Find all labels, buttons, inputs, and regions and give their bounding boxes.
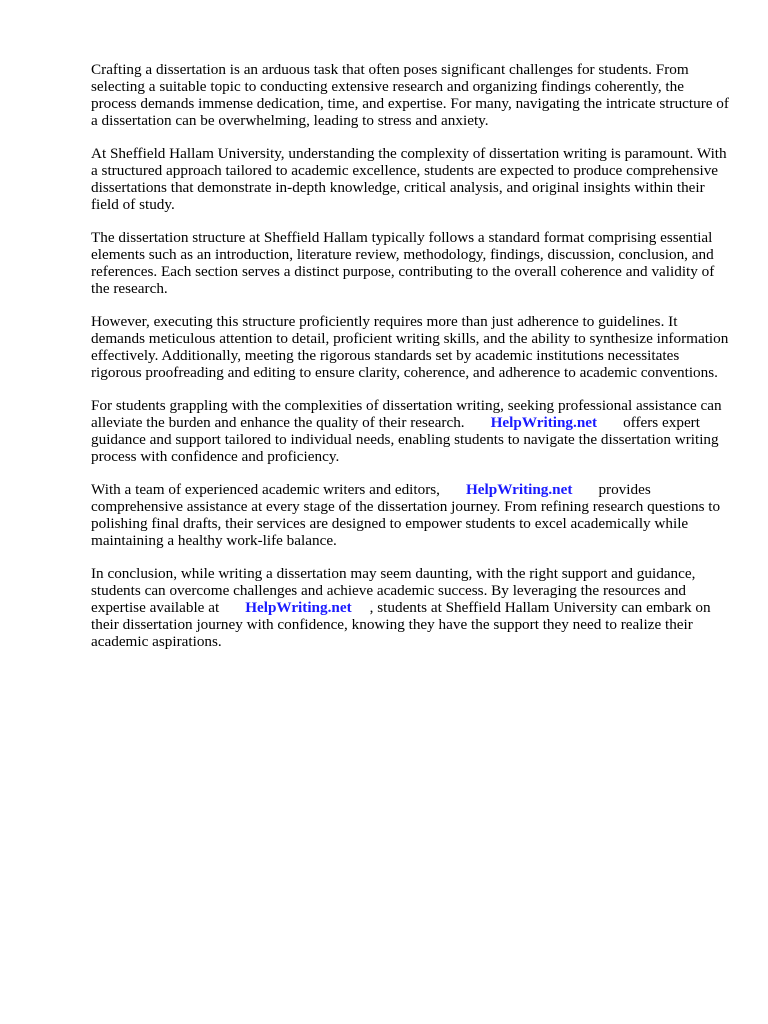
paragraph-intro [91,61,731,129]
paragraph-assistance [91,397,731,465]
paragraph-text: Crafting a dissertation is an arduous task that often poses significant challenges for students. From selecting a suitable topic to conducting extensive research and organizing findings coherently, the process demands immense dedication, time, and expertise. For many, navigating the intricate structure of a dissertation can be overwhelming, leading to stress and anxiety. [91,61,729,129]
helpwriting-link[interactable]: HelpWriting.net [465,481,573,498]
paragraph-team [91,481,731,549]
helpwriting-link[interactable]: HelpWriting.net [245,599,352,616]
paragraph-text: However, executing this structure proficiently requires more than just adherence to guidelines. It demands meticulous attention to detail, proficient writing skills, and the ability to synthesize information effectively. Additionally, meeting the rigorous standards set by academic institutions necessitates rigorous proofreading and editing to ensure clarity, coherence, and adherence to academic conventions. [91,313,729,381]
paragraph-text-before: For students grappling with the complexities of dissertation writing, seeking professional assistance can alleviate the burden and enhance the quality of their research. [91,397,722,431]
paragraph-execution [91,313,731,381]
paragraph-text-before: With a team of experienced academic writers and editors, [91,481,440,498]
paragraph-text: At Sheffield Hallam University, understanding the complexity of dissertation writing is paramount. With a structured approach tailored to academic excellence, students are expected to produce comprehensive dissertations that demonstrate in-depth knowledge, critical analysis, and original insights within their field of study. [91,145,727,213]
paragraph-text-before: In conclusion, while writing a dissertation may seem daunting, with the right support and guidance, students can overcome challenges and achieve academic success. By leveraging the resources and expertise available at [91,565,696,616]
paragraph-sheffield [91,145,731,213]
paragraph-text: The dissertation structure at Sheffield Hallam typically follows a standard format comprising essential elements such as an introduction, literature review, methodology, findings, discussion, conclusion, and references. Each section serves a distinct purpose, contributing to the overall coherence and validity of the research. [91,229,715,297]
paragraph-text-after: offers expert guidance and support tailored to individual needs, enabling students to navigate the dissertation writing process with confidence and proficiency. [91,414,719,465]
paragraph-text-after: , students at Sheffield Hallam University can embark on their dissertation journey with confidence, knowing they have the support they need to realize their academic aspirations. [91,599,711,650]
paragraph-structure [91,229,731,297]
helpwriting-link[interactable]: HelpWriting.net [490,414,598,431]
paragraph-text-after: provides comprehensive assistance at every stage of the dissertation journey. From refining research questions to polishing final drafts, their services are designed to empower students to excel academically while maintaining a healthy work-life balance. [91,481,721,549]
document-body [91,61,731,666]
paragraph-conclusion [91,565,731,650]
